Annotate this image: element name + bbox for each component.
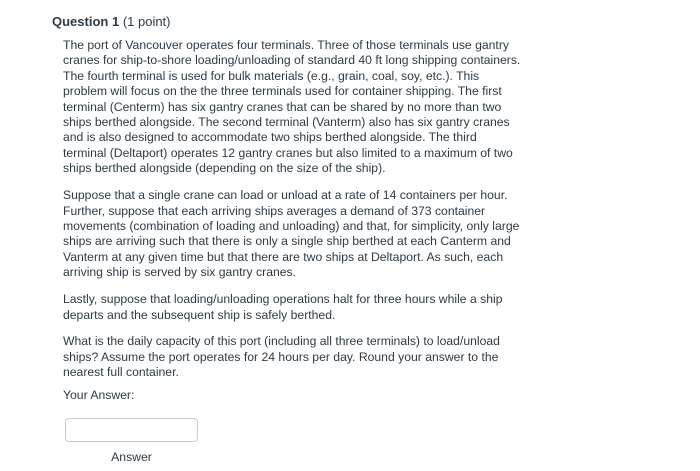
question-paragraph: What is the daily capacity of this port (including all three terminals) to load/unload ships? Assume the port operates for 24 hours per day. Round your answer to the nearest full container. bbox=[63, 334, 500, 380]
answer-caption: Answer bbox=[111, 450, 152, 464]
question-text bbox=[63, 38, 521, 392]
question-paragraph: Lastly, suppose that loading/unloading operations halt for three hours while a ship departs and the subsequent ship is safely berthed. bbox=[63, 292, 503, 322]
question-title: Question 1 bbox=[52, 14, 120, 29]
question-paragraph: The port of Vancouver operates four terminals. Three of those terminals use gantry cranes for ship-to-shore loading/unloading of standard 40 ft long shipping containers. The fourth terminal is used for bulk materials (e.g., grain, coal, soy, etc.). This problem will focus on the the three terminals used for container shipping. The first terminal (Centerm) has six gantry cranes that can be shared by no more than two ships berthed alongside. The second terminal (Vanterm) also has six gantry cranes and is also designed to accommodate two ships berthed alongside. The third terminal (Deltaport) operates 12 gantry cranes but also limited to a maximum of two ships berthed alongside (depending on the size of the ship). bbox=[63, 38, 521, 176]
question-points: (1 point) bbox=[122, 14, 171, 29]
answer-input[interactable] bbox=[65, 418, 198, 442]
question-paragraph: Suppose that a single crane can load or unload at a rate of 14 containers per hour. Further, suppose that each arriving ships averages a demand of 373 container movements (combination of loading and unloading) and that, for simplicity, only large ships are arriving such that there is only a single ship berthed at each Canterm and Vanterm at any given time but that there are two ships at Deltaport. As such, each arriving ship is served by six gantry cranes. bbox=[63, 188, 520, 280]
question-header bbox=[52, 13, 171, 31]
your-answer-label: Your Answer: bbox=[63, 388, 135, 402]
